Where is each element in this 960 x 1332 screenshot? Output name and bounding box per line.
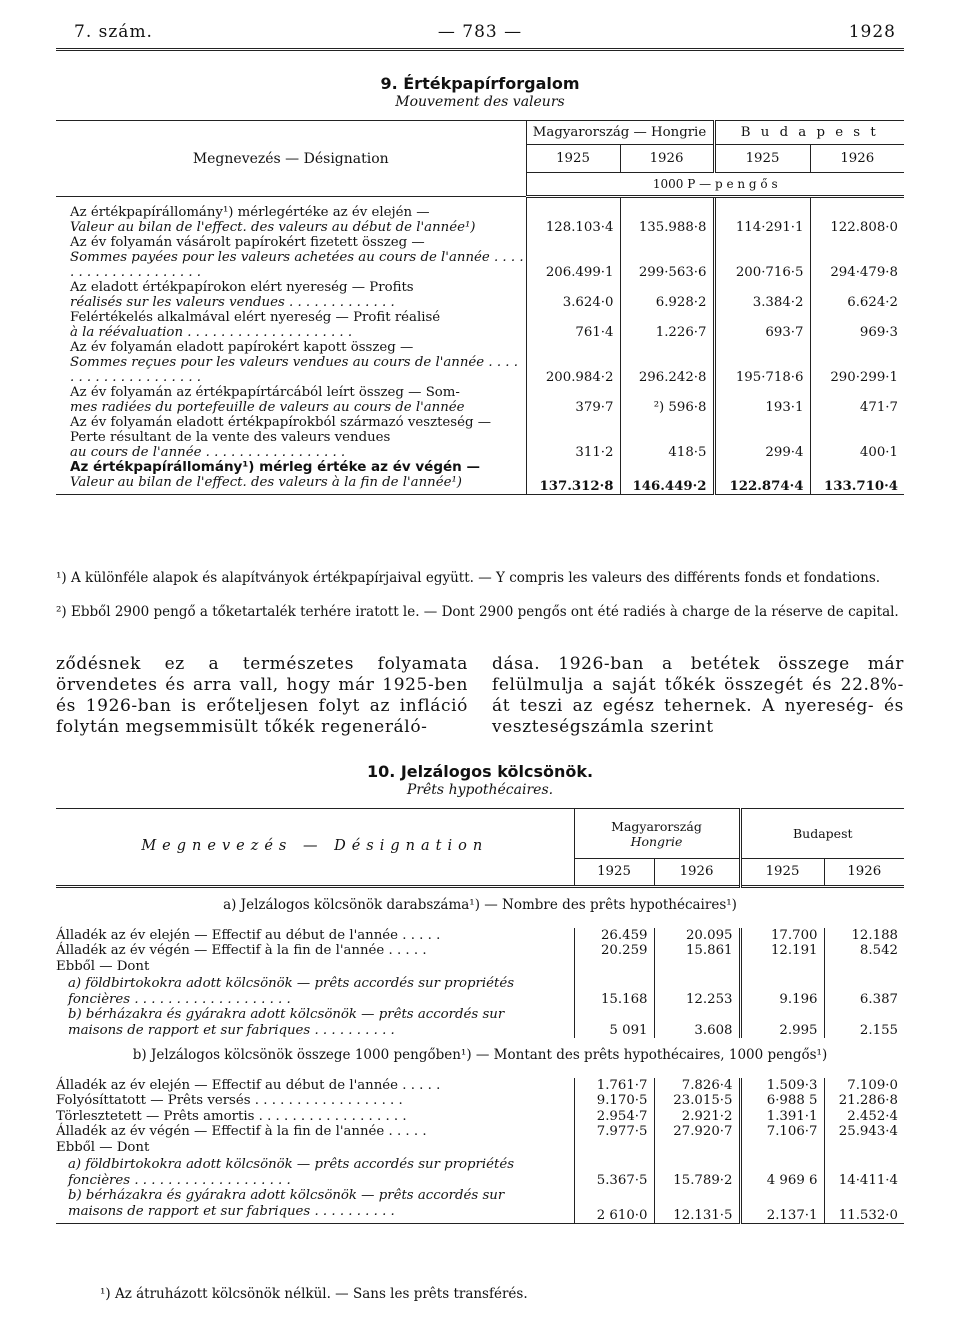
page-number: — 783 — xyxy=(437,22,523,42)
footnote-1: ¹) A különféle alapok és alapítványok értékpapírjaival együtt. — Y compris les valeurs des différents fonds et fondations. xyxy=(56,570,881,586)
section9-title: 9. Értékpapírforgalom xyxy=(380,74,580,93)
year: 1928 xyxy=(848,22,896,42)
table-row: Az eladott értékpapírokon elért nyereség — Profits réalisés sur les valeurs vendues . . . . . . . . . . . . . 3.624·0 6.928·2 3.384·2 6.624·2 xyxy=(56,280,904,310)
year-col: 1925 xyxy=(574,859,654,887)
table-row: Álladék az év végén — Effectif à la fin de l'année . . . . . 20.259 15.861 12.191 8.542 xyxy=(56,943,904,959)
table-row: Törlesztetett — Prêts amortis . . . . . . . . . . . . . . . . . . 2.954·7 2.921·2 1.391·1 2.452·4 xyxy=(56,1109,904,1125)
table-row: Az év folyamán az értékpapírtárcából leírt összeg — Som- mes radiées du portefeuille de valeurs au cours de l'année 379·7 ²) 596·8 193·1 471·7 xyxy=(56,385,904,415)
hungary-header: Magyarország — Hongrie xyxy=(526,121,714,145)
table-row: Folyósíttatott — Prêts versés . . . . . . . . . . . . . . . . . . 9.170·5 23.015·5 6·988 5 21.286·8 xyxy=(56,1093,904,1109)
table-row: Álladék az év végén — Effectif à la fin de l'année . . . . . 7.977·5 27.920·7 7.106·7 25.943·4 xyxy=(56,1124,904,1140)
table-row: Felértékelés alkalmával elért nyereség — Profit réalisé à la réévaluation . . . . . . . . . . . . . . . . . . . . 761·4 1.226·7 693·7 969·3 xyxy=(56,310,904,340)
year-col: 1926 xyxy=(810,145,904,173)
table-row-total: Az értékpapírállomány¹) mérleg értéke az év végén — Valeur au bilan de l'effect. des valeurs à la fin de l'année¹) 137.312·8 146.449·2 122.874·4 133.710·4 xyxy=(56,460,904,495)
footnote-mortgage: ¹) Az átruházott kölcsönök nélkül. — Sans les prêts transférés. xyxy=(100,1286,528,1302)
issue-number: 7. szám. xyxy=(74,22,153,42)
section9-subtitle: Mouvement des valeurs xyxy=(395,94,565,110)
mortgage-loans-table xyxy=(56,808,904,1224)
table-row: a) földbirtokokra adott kölcsönök — prêts accordés sur propriétés foncières . . . . . . . . . . . . . . . . . . . 15.168 12.253 9.196 6.387 xyxy=(56,974,904,1007)
designation-header: Megnevezés — Désignation xyxy=(56,121,526,197)
designation-header: Megnevezés — Désignation xyxy=(56,809,574,887)
year-col: 1926 xyxy=(824,859,904,887)
table-row: Ebből — Dont xyxy=(56,959,904,975)
year-col: 1925 xyxy=(714,145,810,173)
year-col: 1926 xyxy=(620,145,714,173)
part-b-title: b) Jelzálogos kölcsönök összege 1000 pengőben¹) — Montant des prêts hypothécaires, 1000 pengős¹) xyxy=(132,1047,828,1063)
table-row: Az év folyamán eladott értékpapírokból származó veszteség — Perte résultant de la vente des valeurs vendues au cours de l'année . . . . . . . . . . . . . . . . . 311·2 418·5 299·4 400·1 xyxy=(56,415,904,460)
unit-header: 1000 P — p e n g ő s xyxy=(526,173,904,197)
page-header xyxy=(60,22,900,50)
section10-title: 10. Jelzálogos kölcsönök. xyxy=(366,762,594,781)
table-row: b) bérházakra és gyárakra adott kölcsönök — prêts accordés sur maisons de rapport et sur fabriques . . . . . . . . . . 5 091 3.608 2.995 2.155 xyxy=(56,1007,904,1038)
table-row: Az értékpapírállomány¹) mérlegértéke az év elején — Valeur au bilan de l'effect. des valeurs au début de l'année¹) 128.103·4 135.988·8 114·291·1 122.808·0 xyxy=(56,197,904,236)
budapest-header: Budapest xyxy=(740,809,904,859)
table-row: Álladék az év elején — Effectif au début de l'année . . . . . 26.459 20.095 17.700 12.188 xyxy=(56,928,904,944)
table-row: b) bérházakra és gyárakra adott kölcsönök — prêts accordés sur maisons de rapport et sur fabriques . . . . . . . . . . 2 610·0 12.131·5 2.137·1 11.532·0 xyxy=(56,1188,904,1224)
table-row: a) földbirtokokra adott kölcsönök — prêts accordés sur propriétés foncières . . . . . . . . . . . . . . . . . . . 5.367·5 15.789·2 4 969 6 14·411·4 xyxy=(56,1155,904,1188)
table-row: Az év folyamán eladott papírokért kapott összeg — Sommes reçues pour les valeurs vendues au cours de l'année . . . . . . . . . . . . . . . . . . . . 200.984·2 296.242·8 195·718·6 290·299·1 xyxy=(56,340,904,385)
year-col: 1926 xyxy=(654,859,740,887)
part-a-title: a) Jelzálogos kölcsönök darabszáma¹) — Nombre des prêts hypothécaires¹) xyxy=(223,897,737,913)
securities-table xyxy=(56,120,904,495)
table-row: Ebből — Dont xyxy=(56,1140,904,1156)
body-text-right-column: dása. 1926-ban a betétek összege már felülmulja a saját tőkék összegét és 22.8%-át teszi az egész tehernek. A nyereség- és veszteségszámla szerint xyxy=(492,654,904,737)
section10-subtitle: Prêts hypothécaires. xyxy=(406,782,554,798)
header-rule xyxy=(56,48,904,51)
budapest-header: B u d a p e s t xyxy=(714,121,904,145)
body-text-left-column: ződésnek ez a természetes folyamata örvendetes és arra vall, hogy már 1925-ben és 1926-ban is erőteljesen folyt az infláció folytán megsemmisült tőkék regeneráló- xyxy=(56,654,468,737)
year-col: 1925 xyxy=(526,145,620,173)
year-col: 1925 xyxy=(740,859,824,887)
table-row: Álladék az év elején — Effectif au début de l'année . . . . . 1.761·7 7.826·4 1.509·3 7.109·0 xyxy=(56,1078,904,1094)
table-row: Az év folyamán vásárolt papírokért fizetett összeg — Sommes payées pour les valeurs achetées au cours de l'année . . . . . . . . . . . . . . . . . . . . 206.499·1 299·563·6 200·716·5 294·479·8 xyxy=(56,235,904,280)
hungary-header: Magyarország Hongrie xyxy=(574,809,740,859)
footnote-2: ²) Ebből 2900 pengő a tőketartalék terhére iratott le. — Dont 2900 pengős ont été radiés à charge de la réserve de capital. xyxy=(56,604,899,620)
